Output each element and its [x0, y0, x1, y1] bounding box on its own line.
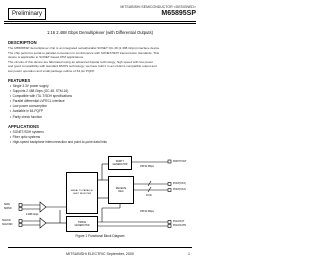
document-subtitle: 1:16 2.488 Gbps Demultiplexer (with Differential Outputs)	[46, 30, 154, 35]
output-label-pclkoutn: PCLKOUTN	[173, 224, 187, 227]
description-line: The circuits of this device are fabricated using an advanced bipolar technology, high speed with low power	[8, 59, 154, 64]
description-text	[8, 46, 194, 74]
output-label-parityout: PARITYOUT	[173, 159, 187, 163]
application-item: • High-speed backplane interconnection and point-to-point data links	[10, 140, 107, 145]
description-heading: DESCRIPTION	[8, 40, 37, 45]
receive-register-block: RECEIVE REG	[108, 176, 134, 204]
shift-register-block: SERIAL TO PARALLEL SHIFT REGISTER	[66, 172, 98, 214]
bus-width-label: 16 bit	[146, 194, 152, 197]
page-number: 1	[188, 252, 190, 256]
feature-item: • Single 3.3V power supply	[10, 84, 72, 89]
output-label-pclkout: PCLKOUT	[173, 220, 185, 223]
input-label-sclkin: SCLKIN	[2, 219, 11, 222]
footer-rule	[8, 247, 192, 248]
header-rule-thin	[4, 23, 196, 24]
feature-item: • Compatible with ITU-T/SDH specifications	[10, 94, 72, 99]
feature-item: • Low power consumption	[10, 104, 72, 109]
preliminary-badge: Preliminary	[8, 8, 46, 20]
feature-item: • Available in 64-PQFP	[10, 109, 72, 114]
description-line: device is applicable to SONET based ATM applications.	[8, 55, 85, 60]
description-line: The M65895SP demultiplexer chip is an integrated serial/parallel SONET OC-48 (2.488 Gbps) interface device.	[8, 46, 161, 50]
part-number: M65895SP	[161, 10, 196, 17]
application-item: • Fiber optic systems	[10, 135, 107, 140]
description-line: The chip performs serial-to-parallel conversion in conformance with SONET/SDH transmission standards. This	[8, 50, 160, 55]
serial-rate-label: 2.488 Gbps	[26, 213, 39, 216]
description-line: and good compatibility with standard DMOS technology; we have built it in an LS-ECL compatible output and	[8, 64, 157, 69]
output-label-poutn: POUT[15:0]	[173, 188, 186, 191]
timing-generator-block: TIMING GENERATOR	[66, 216, 98, 232]
parity-generator-block: PARITY GENERATOR	[108, 156, 132, 170]
application-item: • SONET/SDH systems	[10, 130, 107, 135]
footer-text: MITSUBISHI ELECTRIC September, 2000	[66, 252, 134, 256]
rate-label-clock: 155.52 Mbps	[140, 210, 154, 213]
figure-caption: Figure 1 Functional Block Diagram	[75, 234, 125, 238]
company-name: MITSUBISHI SEMICONDUCTOR <DESIGNED>	[120, 5, 196, 9]
applications-heading: APPLICATIONS	[8, 124, 39, 129]
diagram-wires	[0, 150, 200, 240]
feature-item: • Parallel differential LVPECL interface	[10, 99, 72, 104]
feature-item: • Supports 2.488 Gbps (OC-48, STM-16)	[10, 89, 72, 94]
output-label-pout: POUT[15:0]	[173, 182, 186, 185]
input-label-sdin: SDIN	[4, 203, 10, 206]
applications-list	[10, 130, 107, 145]
header-rule	[4, 21, 196, 22]
feature-item: • Parity check function	[10, 115, 72, 120]
functional-block-diagram	[0, 150, 200, 240]
rate-label-parity: 155.52 Mbps	[140, 165, 154, 168]
input-label-sdinn: SDINN	[4, 207, 12, 210]
features-heading: FEATURES	[8, 78, 31, 83]
input-label-sclkinn: SCLKINN	[2, 223, 13, 226]
features-list	[10, 84, 72, 120]
description-line: low power operation and small package outline of 64 pin PQFP.	[8, 68, 95, 73]
